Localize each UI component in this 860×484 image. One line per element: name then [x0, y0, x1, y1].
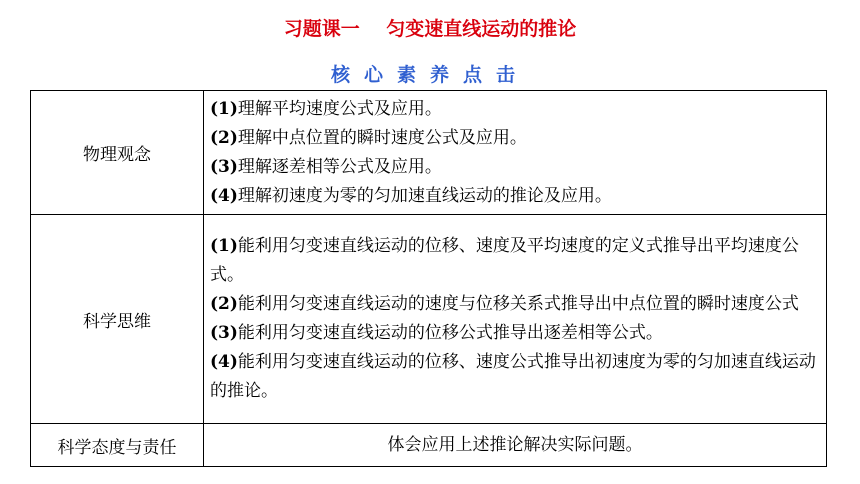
- list-item: [210, 182, 820, 211]
- item-number: (2): [210, 127, 238, 148]
- item-text: 能利用匀变速直线运动的速度与位移关系式推导出中点位置的瞬时速度公式: [237, 294, 799, 314]
- item-number: (4): [210, 352, 238, 372]
- list-item: [210, 319, 820, 348]
- table-row: [31, 215, 827, 424]
- list-item: [210, 290, 820, 319]
- competency-table: [30, 90, 827, 467]
- row-content: [204, 215, 827, 424]
- list-item: [210, 232, 820, 290]
- item-text: 能利用匀变速直线运动的位移、速度及平均速度的定义式推导出平均速度公式。: [210, 236, 799, 285]
- item-text: 理解初速度为零的匀加速直线运动的推论及应用。: [237, 185, 612, 206]
- item-text: 理解平均速度公式及应用。: [237, 98, 442, 119]
- row-category: 科学态度与责任: [31, 424, 204, 467]
- table-row: [31, 424, 827, 467]
- item-number: (1): [210, 236, 238, 256]
- item-text: 能利用匀变速直线运动的位移公式推导出逐差相等公式。: [237, 323, 663, 343]
- page-subtitle: 核心素养点击: [330, 64, 529, 86]
- row-category: 科学思维: [31, 215, 204, 424]
- page-title: 习题课一 匀变速直线运动的推论: [283, 18, 577, 40]
- row-content: 体会应用上述推论解决实际问题。: [204, 424, 827, 467]
- item-number: (3): [210, 156, 238, 177]
- list-item: [210, 153, 820, 182]
- list-item: [210, 348, 820, 406]
- item-number: (4): [210, 185, 238, 206]
- list-item: [210, 95, 820, 124]
- list-item: [210, 124, 820, 153]
- item-text: 理解逐差相等公式及应用。: [237, 156, 442, 177]
- item-number: (2): [210, 294, 238, 314]
- item-number: (1): [210, 98, 238, 119]
- table-row: [31, 91, 827, 215]
- item-number: (3): [210, 323, 238, 343]
- item-text: 理解中点位置的瞬时速度公式及应用。: [237, 127, 527, 148]
- item-text: 能利用匀变速直线运动的位移、速度公式推导出初速度为零的匀加速直线运动的推论。: [210, 352, 816, 401]
- row-content: [204, 91, 827, 215]
- row-category: 物理观念: [31, 91, 204, 215]
